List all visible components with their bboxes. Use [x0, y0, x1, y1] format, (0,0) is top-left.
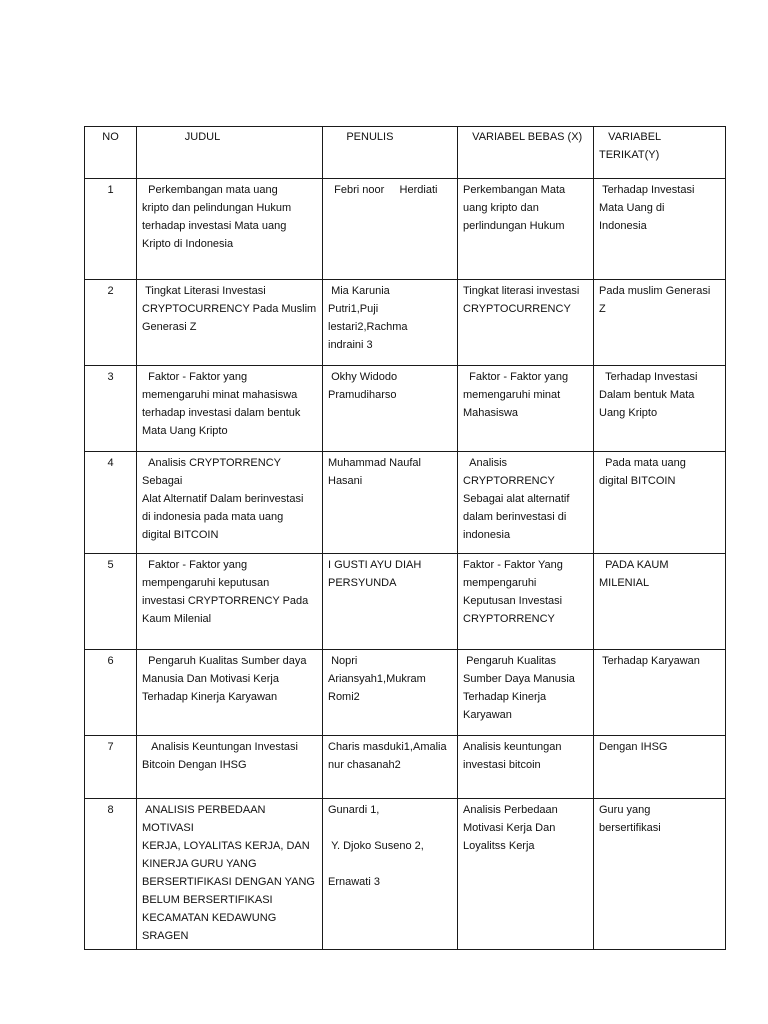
cell-variabel-bebas: Pengaruh Kualitas Sumber Daya Manusia Terhadap Kinerja Karyawan: [458, 650, 594, 736]
cell-variabel-bebas: Analisis keuntungan investasi bitcoin: [458, 736, 594, 799]
cell-variabel-bebas: Faktor - Faktor yang memengaruhi minat Mahasiswa: [458, 366, 594, 452]
cell-variabel-terikat: Pada muslim Generasi Z: [594, 280, 726, 366]
cell-penulis: Mia Karunia Putri1,Puji lestari2,Rachma indraini 3: [323, 280, 458, 366]
cell-judul: ANALISIS PERBEDAAN MOTIVASI KERJA, LOYALITAS KERJA, DAN KINERJA GURU YANG BERSERTIFIKASI DENGAN YANG BELUM BERSERTIFIKASI KECAMATAN KEDAWUNG SRAGEN: [137, 799, 323, 950]
cell-judul: Tingkat Literasi Investasi CRYPTOCURRENCY Pada Muslim Generasi Z: [137, 280, 323, 366]
cell-variabel-bebas: Analisis Perbedaan Motivasi Kerja Dan Loyalitss Kerja: [458, 799, 594, 950]
cell-no: 2: [85, 280, 137, 366]
table-row: [85, 650, 726, 736]
table-row: [85, 280, 726, 366]
cell-variabel-terikat: PADA KAUM MILENIAL: [594, 554, 726, 650]
research-table: [84, 126, 726, 950]
cell-penulis: Febri noor Herdiati: [323, 179, 458, 280]
cell-no: 6: [85, 650, 137, 736]
table-header-row: [85, 127, 726, 179]
cell-no: 7: [85, 736, 137, 799]
cell-no: 3: [85, 366, 137, 452]
table-row: [85, 452, 726, 554]
header-penulis: PENULIS: [323, 127, 458, 179]
table-row: [85, 554, 726, 650]
cell-variabel-bebas: Tingkat literasi investasi CRYPTOCURRENCY: [458, 280, 594, 366]
cell-judul: Pengaruh Kualitas Sumber daya Manusia Dan Motivasi Kerja Terhadap Kinerja Karyawan: [137, 650, 323, 736]
cell-variabel-bebas: Faktor - Faktor Yang mempengaruhi Keputusan Investasi CRYPTORRENCY: [458, 554, 594, 650]
cell-judul: Perkembangan mata uang kripto dan pelindungan Hukum terhadap investasi Mata uang Kripto di Indonesia: [137, 179, 323, 280]
table-row: [85, 179, 726, 280]
cell-penulis: Charis masduki1,Amalia nur chasanah2: [323, 736, 458, 799]
cell-no: 5: [85, 554, 137, 650]
cell-variabel-terikat: Terhadap Investasi Mata Uang di Indonesia: [594, 179, 726, 280]
header-judul: JUDUL: [137, 127, 323, 179]
header-no: NO: [85, 127, 137, 179]
cell-no: 1: [85, 179, 137, 280]
cell-variabel-terikat: Terhadap Investasi Dalam bentuk Mata Uang Kripto: [594, 366, 726, 452]
cell-variabel-terikat: Pada mata uang digital BITCOIN: [594, 452, 726, 554]
table-row: [85, 799, 726, 950]
cell-variabel-bebas: Analisis CRYPTORRENCY Sebagai alat alternatif dalam berinvestasi di indonesia: [458, 452, 594, 554]
cell-variabel-terikat: Terhadap Karyawan: [594, 650, 726, 736]
cell-penulis: Muhammad Naufal Hasani: [323, 452, 458, 554]
table-row: [85, 736, 726, 799]
header-variabel-bebas: VARIABEL BEBAS (X): [458, 127, 594, 179]
cell-variabel-terikat: Guru yang bersertifikasi: [594, 799, 726, 950]
cell-penulis: Okhy Widodo Pramudiharso: [323, 366, 458, 452]
cell-penulis: Nopri Ariansyah1,Mukram Romi2: [323, 650, 458, 736]
header-variabel-terikat: VARIABEL TERIKAT(Y): [594, 127, 726, 179]
cell-judul: Faktor - Faktor yang memengaruhi minat mahasiswa terhadap investasi dalam bentuk Mata Uang Kripto: [137, 366, 323, 452]
cell-judul: Faktor - Faktor yang mempengaruhi keputusan investasi CRYPTORRENCY Pada Kaum Milenial: [137, 554, 323, 650]
cell-penulis: I GUSTI AYU DIAH PERSYUNDA: [323, 554, 458, 650]
cell-no: 4: [85, 452, 137, 554]
cell-penulis: Gunardi 1, Y. Djoko Suseno 2, Ernawati 3: [323, 799, 458, 950]
cell-judul: Analisis Keuntungan Investasi Bitcoin Dengan IHSG: [137, 736, 323, 799]
cell-no: 8: [85, 799, 137, 950]
table-row: [85, 366, 726, 452]
cell-judul: Analisis CRYPTORRENCY Sebagai Alat Alternatif Dalam berinvestasi di indonesia pada mata uang digital BITCOIN: [137, 452, 323, 554]
cell-variabel-terikat: Dengan IHSG: [594, 736, 726, 799]
cell-variabel-bebas: Perkembangan Mata uang kripto dan perlindungan Hukum: [458, 179, 594, 280]
